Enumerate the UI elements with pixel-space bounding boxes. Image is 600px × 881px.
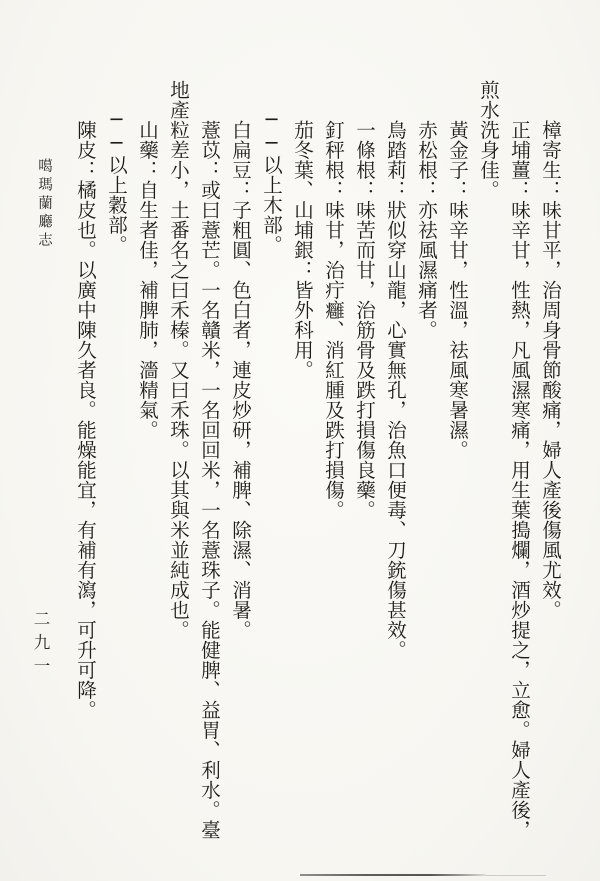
scan-edge-artifact <box>300 874 486 876</box>
text-column-entry: 釘秤根：味甘，治疔癰、消紅腫及跌打損傷。 <box>322 120 345 520</box>
text-column-entry: 赤松根：亦祛風濕痛者。 <box>415 120 438 340</box>
text-column-entry: 黃金子：味辛甘，性溫，祛風寒暑濕。 <box>446 120 469 460</box>
scan-edge-artifact-faint <box>486 875 546 876</box>
text-column-entry: 茄冬葉、山埔銀：皆外科用。 <box>291 120 314 380</box>
book-title: 噶瑪蘭廳志 <box>36 158 52 251</box>
text-column-entry: 正埔薑：味辛甘，性熱，凡風濕寒痛，用生葉搗爛，酒炒提之，立愈。婦人產後， <box>508 120 531 840</box>
page-number: 二九一 <box>31 610 50 681</box>
text-column-entry: 一條根：味苦而甘，治筋骨及跌打損傷良藥。 <box>353 120 376 520</box>
text-column-continuation: 煎水洗身佳。 <box>477 80 500 200</box>
text-column-entry: 白扁豆：子粗圓、色白者，連皮炒研，補脾、除濕、消暑。 <box>229 120 252 640</box>
text-column-entry: 樟寄生：味甘平，治周身骨節酸痛，婦人產後傷風尤效。 <box>539 120 562 620</box>
text-block <box>70 80 566 840</box>
text-column-entry: 山藥：自生者佳，補脾肺，濇精氣。 <box>136 120 159 440</box>
text-column-entry: 薏苡：或曰薏芒。一名贛米，一名回回米，一名薏珠子。能健脾、益胃、利水。臺 <box>198 120 221 840</box>
text-column-entry: 鳥踏莉：狀似穿山龍，心實無孔，治魚口便毒、刀銃傷甚效。 <box>384 120 407 660</box>
text-column-entry: 陳皮：橘皮也。以廣中陳久者良。能燥能宜，有補有瀉，可升可降。 <box>74 120 97 720</box>
text-column-section-end: ──以上木部。 <box>260 108 283 255</box>
text-column-continuation: 地產粒差小，土番名之曰禾榛。又曰禾珠。以其與米並純成也。 <box>167 80 190 640</box>
text-column-section-end: ──以上穀部。 <box>105 108 128 255</box>
